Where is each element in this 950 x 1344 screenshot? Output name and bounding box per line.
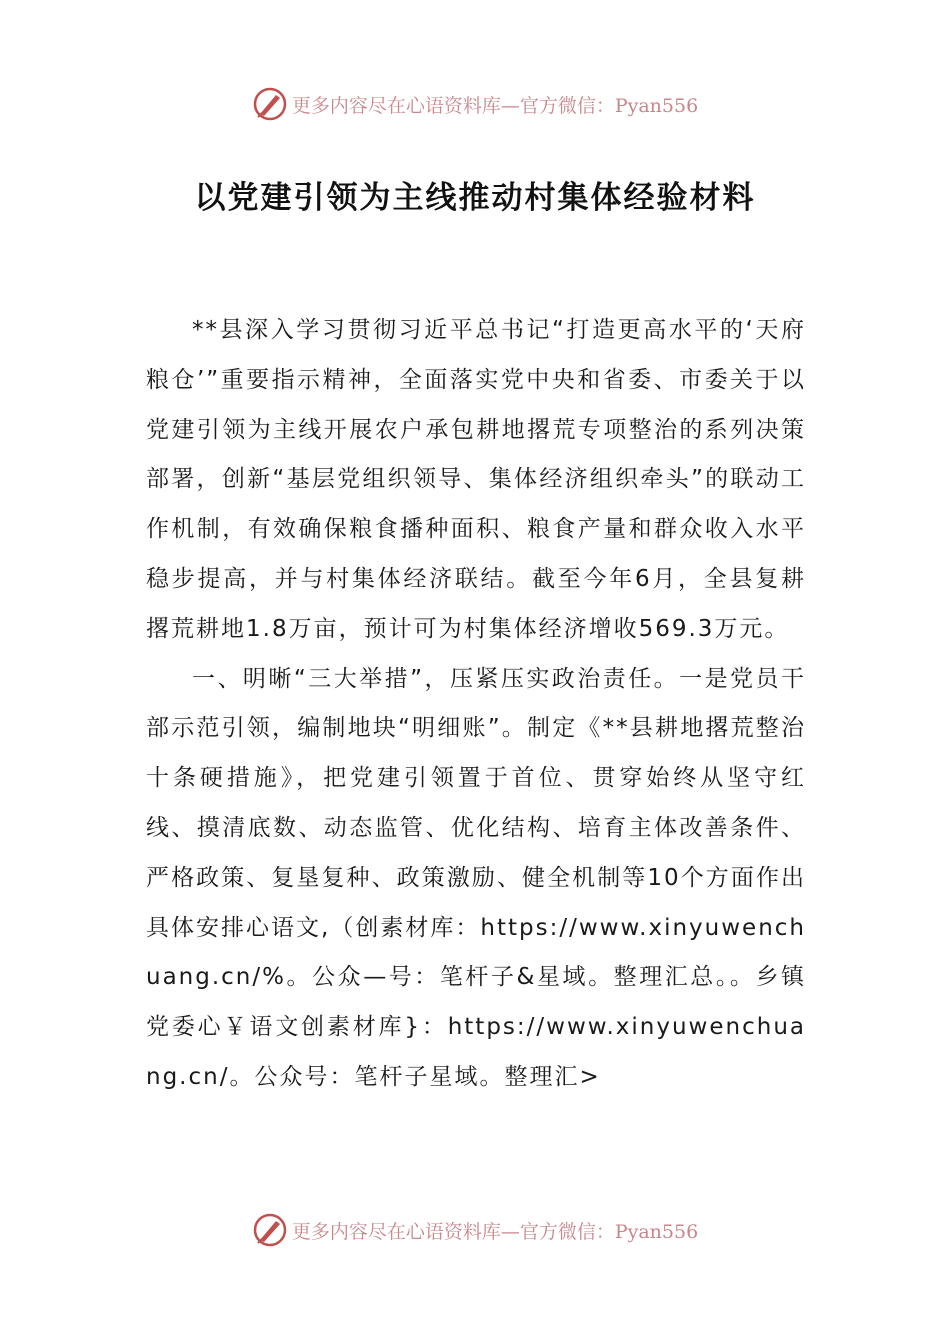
document-title: 以党建引领为主线推动村集体经验材料 xyxy=(194,180,756,216)
quill-logo-icon xyxy=(252,86,288,122)
document-body xyxy=(146,306,806,1103)
header-watermark xyxy=(0,84,950,124)
paragraph-2: 一、明晰“三大举措”，压紧压实政治责任。一是党员干部示范引领，编制地块“明细账”。制定《**县耕地撂荒整治十条硬措施》，把党建引领置于首位、贯穿始终从坚守红线、摸清底数、动态监管、优化结构、培育主体改善条件、严格政策、复垦复种、政策激励、健全机制等10个方面作出具体安排心语文,（创素材库：https://www.xinyuwenchuang.cn/%。公众—号：笔杆子&星域。整理汇总。。乡镇党委心￥语文创素材库}：https://www.xinyuwenchuang.cn/。公众号：笔杆子星域。整理汇> xyxy=(146,665,806,1090)
footer-watermark xyxy=(0,1210,950,1250)
header-watermark-text: 更多内容尽在心语资料库—官方微信：Pyan556 xyxy=(291,94,699,117)
paragraph-1: **县深入学习贯彻习近平总书记“打造更高水平的‘天府粮仓’”重要指示精神，全面落实党中央和省委、市委关于以党建引领为主线开展农户承包耕地撂荒专项整治的系列决策部署，创新“基层党组织领导、集体经济组织牵头”的联动工作机制，有效确保粮食播种面积、粮食产量和群众收入水平稳步提高，并与村集体经济联结。截至今年6月，全县复耕撂荒耕地1.8万亩，预计可为村集体经济增收569.3万元。 xyxy=(146,317,806,642)
footer-watermark-text: 更多内容尽在心语资料库—官方微信：Pyan556 xyxy=(291,1220,699,1243)
quill-logo-icon xyxy=(252,1212,288,1248)
